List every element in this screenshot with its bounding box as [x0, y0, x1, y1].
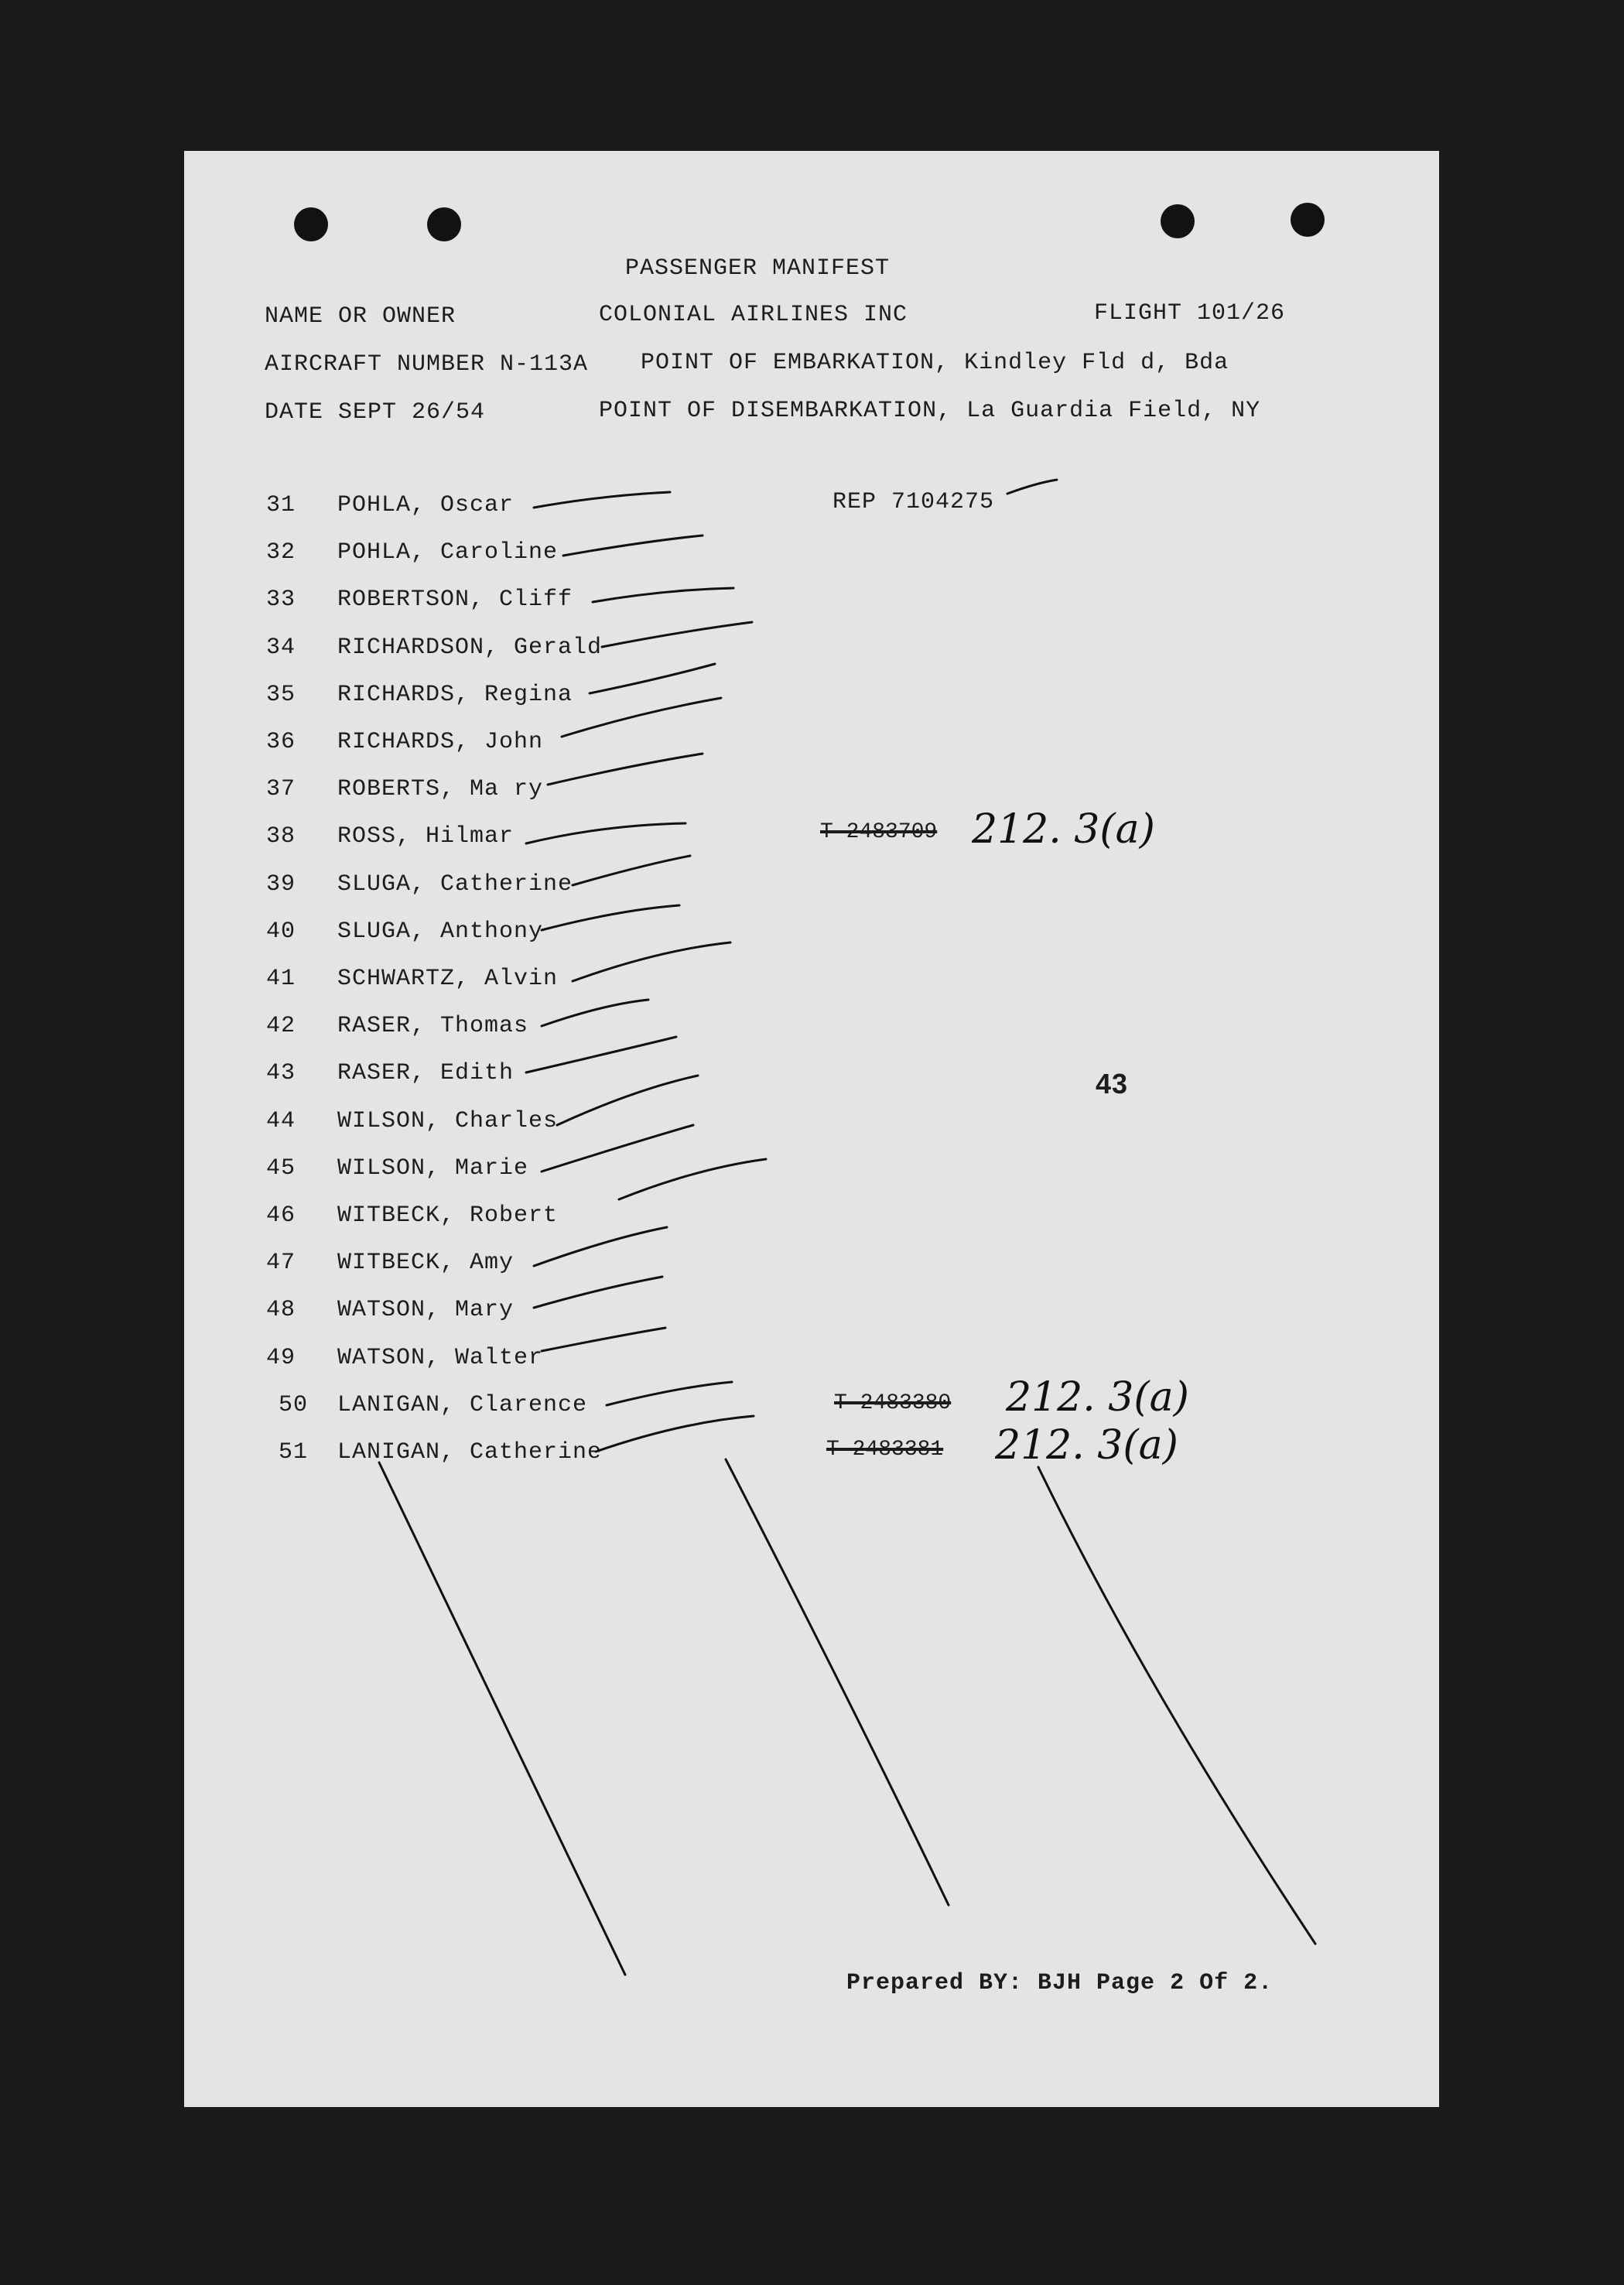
passenger-name: ROBERTS, Ma ry: [337, 776, 544, 803]
passenger-count: 43: [1096, 1068, 1129, 1100]
passenger-name: WITBECK, Robert: [337, 1202, 559, 1229]
flight-number: FLIGHT 101/26: [1094, 300, 1286, 327]
passenger-name: WATSON, Mary: [337, 1297, 515, 1324]
row-number: 47: [266, 1250, 296, 1277]
row-number: 50: [279, 1391, 309, 1418]
punch-hole-icon: [427, 207, 461, 241]
row-number: 43: [266, 1060, 296, 1087]
passenger-name: ROBERTSON, Cliff: [337, 587, 573, 614]
row-number: 46: [266, 1202, 296, 1229]
row-number: 40: [266, 918, 296, 945]
row-number: 39: [266, 871, 296, 898]
passenger-name: SLUGA, Catherine: [337, 871, 573, 898]
passenger-name: LANIGAN, Clarence: [337, 1391, 588, 1418]
struck-number: T-2483381: [826, 1438, 944, 1462]
row-number: 36: [266, 729, 296, 755]
rep-number: REP 7104275: [833, 489, 995, 515]
passenger-name: WATSON, Walter: [337, 1344, 544, 1371]
aircraft-number: AIRCRAFT NUMBER N-113A: [265, 351, 589, 378]
row-number: 33: [266, 587, 296, 614]
punch-hole-icon: [1291, 203, 1325, 237]
owner-label: NAME OR OWNER: [265, 303, 456, 330]
row-number: 41: [266, 966, 296, 992]
passenger-name: WILSON, Charles: [337, 1107, 559, 1134]
handwritten-code: 212. 3(a): [972, 806, 1155, 853]
passenger-name: POHLA, Oscar: [337, 492, 515, 518]
struck-number: T-2483380: [834, 1391, 952, 1415]
punch-hole-icon: [294, 207, 328, 241]
row-number: 34: [266, 634, 296, 661]
passenger-name: RICHARDSON, Gerald: [337, 634, 603, 661]
row-number: 45: [266, 1154, 296, 1182]
passenger-name: ROSS, Hilmar: [337, 823, 515, 850]
passenger-name: RICHARDS, Regina: [337, 681, 573, 708]
row-number: 44: [266, 1107, 296, 1134]
handwritten-code: 212. 3(a): [1006, 1374, 1189, 1421]
handwritten-code: 212. 3(a): [995, 1422, 1178, 1469]
struck-number: T-2483709: [820, 820, 938, 844]
flight-date: DATE SEPT 26/54: [265, 399, 486, 426]
passenger-name: RICHARDS, John: [337, 729, 544, 755]
disembarkation-point: POINT OF DISEMBARKATION, La Guardia Field, NY: [599, 398, 1261, 424]
row-number: 31: [266, 492, 296, 518]
passenger-name: WITBECK, Amy: [337, 1250, 515, 1277]
passenger-name: SCHWARTZ, Alvin: [337, 966, 559, 992]
row-number: 49: [266, 1344, 296, 1371]
passenger-name: RASER, Edith: [337, 1060, 515, 1087]
row-number: 32: [266, 539, 296, 566]
row-number: 37: [266, 776, 296, 803]
row-number: 38: [266, 823, 296, 850]
footer-prepared-by: Prepared BY: BJH Page 2 Of 2.: [846, 1970, 1274, 1996]
passenger-name: RASER, Thomas: [337, 1013, 529, 1040]
row-number: 35: [266, 681, 296, 708]
row-number: 48: [266, 1297, 296, 1324]
row-number: 51: [279, 1439, 309, 1466]
passenger-name: POHLA, Caroline: [337, 539, 559, 566]
passenger-name: LANIGAN, Catherine: [337, 1439, 603, 1466]
row-number: 42: [266, 1013, 296, 1040]
punch-hole-icon: [1161, 204, 1195, 238]
passenger-name: WILSON, Marie: [337, 1154, 529, 1182]
embarkation-point: POINT OF EMBARKATION, Kindley Fld d, Bda: [641, 350, 1229, 376]
page-title: PASSENGER MANIFEST: [625, 255, 891, 282]
owner-name: COLONIAL AIRLINES INC: [599, 302, 908, 328]
passenger-name: SLUGA, Anthony: [337, 918, 544, 945]
